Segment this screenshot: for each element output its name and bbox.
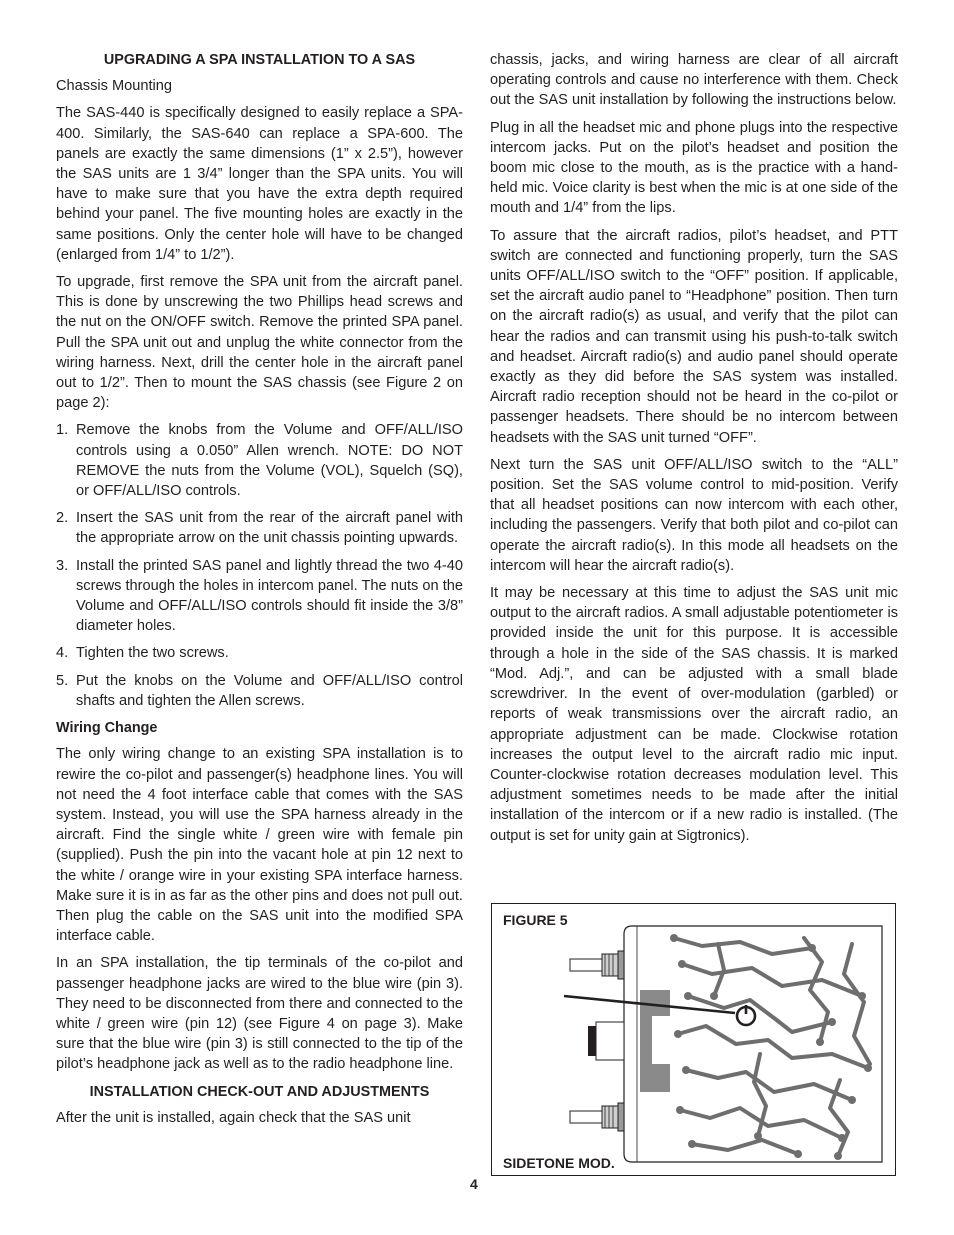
left-column — [56, 50, 463, 1135]
circuit-board-illustration — [492, 904, 894, 1174]
paragraph: In an SPA installation, the tip terminals of the co-pilot and passenger headphone jacks are wired to the blue wire (pin 3). They need to be disconnected from there and connected to the white / green wire (pin 12) (see Figure 4 on page 3). Make sure that the blue wire (pin 3) is still connected to the tip of the pilot’s headphone jack as well as to the radio headphone line. — [56, 955, 463, 1073]
paragraph: After the unit is installed, again check that the SAS unit — [56, 1109, 411, 1126]
subheading-wiring-change: Wiring Change — [56, 720, 158, 737]
section-heading-upgrading: UPGRADING A SPA INSTALLATION TO A SAS — [103, 52, 416, 68]
paragraph: To assure that the aircraft radios, pilot’s headset, and PTT switch are connected and functioning properly, turn the SAS units OFF/ALL/ISO switch to the “OFF” position. If applicable, set the aircraft audio panel to “Headphone” position. Then turn on the aircraft radio(s) as usual, and verify that the pilot can hear the radios and can transmit using his push-to-talk switch and headset. Aircraft radio(s) and audio panel should operate exactly as they did before the SAS system was installed. Aircraft radio reception should not be heard in the co-pilot or passenger headsets. There should be no intercom between headsets with the SAS unit turned “OFF”. — [490, 227, 898, 446]
paragraph: Plug in all the headset mic and phone plugs into the respective intercom jacks. Put on the pilot’s headset and position the boom mic close to the mouth, as is the practice with a hand-held mic. Voice clarity is best when the mic is at one side of the mouth and 1/4” from the lips. — [490, 119, 898, 217]
list-item — [56, 420, 463, 501]
step-number: 3. — [56, 557, 69, 574]
right-column — [490, 50, 898, 853]
step-number: 1. — [56, 422, 69, 439]
step-text: Remove the knobs from the Volume and OFF/ALL/ISO controls using a 0.050” Allen wrench. NOTE: DO NOT REMOVE the nuts from the Volume (VOL), Squelch (SQ), or OFF/ALL/ISO controls. — [76, 422, 463, 500]
step-number: 5. — [56, 672, 69, 689]
list-item — [56, 508, 463, 548]
step-text: Put the knobs on the Volume and OFF/ALL/ISO control shafts and tighten the Allen screws. — [76, 672, 463, 709]
page-number: 4 — [470, 1176, 478, 1192]
step-number: 4. — [56, 645, 69, 662]
section-heading-checkout: INSTALLATION CHECK-OUT AND ADJUSTMENTS — [89, 1083, 430, 1100]
list-item — [56, 643, 463, 663]
paragraph: To upgrade, first remove the SPA unit from the aircraft panel. This is done by unscrewing the two Phillips head screws and the nut on the ON/OFF switch. Remove the printed SPA panel. Pull the SPA unit out and unplug the white connector from the wiring harness. Next, drill the center hole in the aircraft panel out to 1/2”. Then to mount the SAS chassis (see Figure 2 on page 2): — [56, 274, 463, 412]
step-text: Install the printed SAS panel and lightly thread the two 4-40 screws through the holes in intercom panel. The nuts on the Volume and OFF/ALL/ISO controls should fit inside the 3/8” diameter holes. — [76, 557, 463, 635]
paragraph: The only wiring change to an existing SPA installation is to rewire the co-pilot and passenger(s) headphone lines. You will not need the 4 foot interface cable that comes with the SAS system. Instead, you will use the SPA harness already in the aircraft. Find the single white / green wire with female pin (supplied). Push the pin into the vacant hole at pin 12 next to the white / orange wire in your existing SPA interface harness. Make sure it is in as far as the other pins and does not pull out. Then plug the cable on the SAS unit into the modified SPA interface cable. — [56, 746, 463, 945]
figure-5 — [491, 903, 896, 1176]
paragraph: The SAS-440 is specifically designed to easily replace a SPA-400. Similarly, the SAS-640 can replace a SPA-600. The panels are exactly the same dimensions (1” x 2.5”), however the SAS units are 1 3/4” longer than the SPA units. You will have to make sure that you have the extra depth required behind your panel. The five mounting holes are exactly in the same positions. Only the center hole will have to be changed (enlarged from 1/4” to 1/2”). — [56, 105, 463, 263]
steps-list — [56, 420, 463, 711]
paragraph: It may be necessary at this time to adjust the SAS unit mic output to the aircraft radios. A small adjustable potentiometer is provided inside the unit for this purpose. It is accessible through a hole in the side of the SAS chassis. It is marked “Mod. Adj.”, and can be adjusted with a small blade screwdriver. In the event of over-modulation (garbled) or reports of weak transmissions over the aircraft radio, an appropriate adjustment can be made. Clockwise rotation increases the output level to the aircraft radio mic input. Counter-clockwise rotation decreases modulation level. This adjustment sometimes needs to be made after the initial installation of the intercom or if a new radio is installed. (The output is set for unity gain at Sigtronics). — [490, 585, 898, 844]
list-item — [56, 671, 463, 711]
figure-caption: SIDETONE MOD. — [503, 1155, 615, 1171]
list-item — [56, 556, 463, 637]
paragraph: chassis, jacks, and wiring harness are clear of all aircraft operating controls and cause no interference with them. Check out the SAS unit installation by following the instructions below. — [490, 52, 898, 109]
subheading-chassis-mounting: Chassis Mounting — [56, 78, 172, 95]
step-text: Tighten the two screws. — [76, 645, 229, 662]
paragraph: Next turn the SAS unit OFF/ALL/ISO switch to the “ALL” position. Set the SAS volume control to mid-position. Verify that all headset positions can now intercom with each other, including the passengers. Verify that both pilot and co-pilot can operate the aircraft radio(s). In this mode all headsets on the intercom will hear the aircraft radio(s). — [490, 456, 898, 574]
figure-title: FIGURE 5 — [503, 912, 568, 928]
step-text: Insert the SAS unit from the rear of the aircraft panel with the appropriate arrow on the unit chassis pointing upwards. — [76, 510, 463, 547]
step-number: 2. — [56, 510, 69, 527]
